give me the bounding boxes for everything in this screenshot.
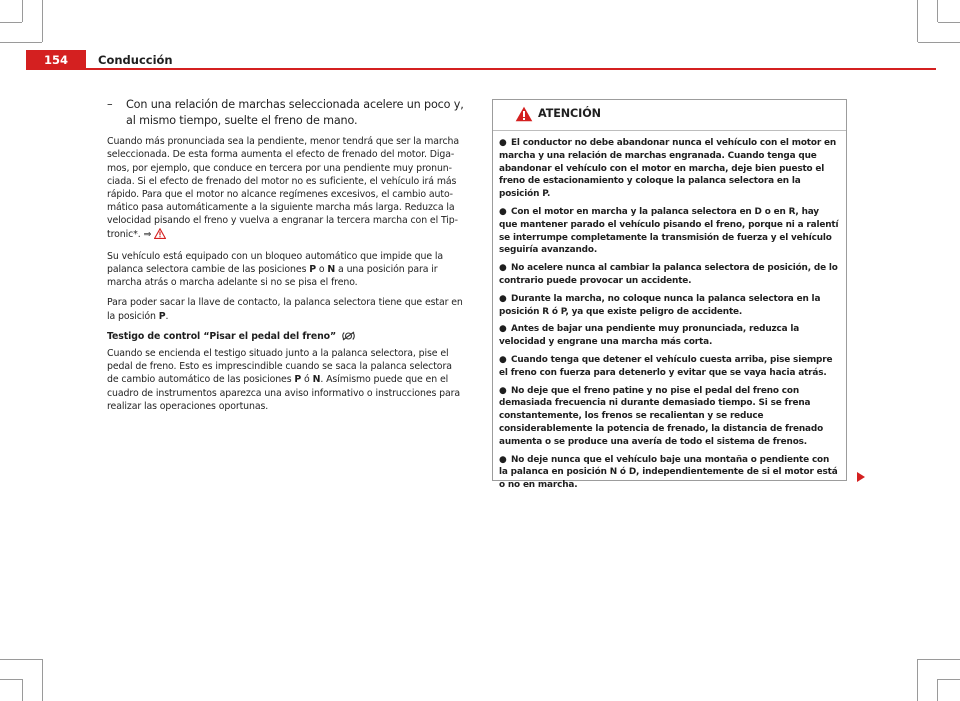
- warning-header: [493, 100, 846, 131]
- warning-item-text: Durante la marcha, no coloque nunca la palanca selectora en la posición R ó P, ya que existe peligro de accidente.: [499, 293, 821, 317]
- paragraph-text: ó: [301, 374, 313, 386]
- warning-item-text: Antes de bajar una pendiente muy pronunciada, reduzca la velocidad y engrane una marcha más corta.: [499, 324, 800, 348]
- header-rule: [26, 68, 936, 70]
- crop-mark: [918, 659, 960, 660]
- warning-triangle-icon: [515, 106, 533, 122]
- page-number: 154: [26, 50, 86, 70]
- paragraph-text: Cuando más pronunciada sea la pendiente, menor tendrá que ser la marcha seleccionada. De esta forma aumenta el efecto de frenado del motor. Digamos, por ejemplo, que conduce en tercera por una pendiente muy pronunciada. Si el efecto de frenado del motor no es suficiente, el vehículo irá más rápido. Para que el motor no alcance regímenes excesivos, el cambio automático pasa automáticamente a la siguiente marcha más larga. Reduzca la velocidad pisando el freno y vuelva a engranar la tercera marcha con el Tiptronic*.: [107, 136, 460, 240]
- subheading-text: Testigo de control “Pisar el pedal del freno”: [107, 330, 337, 342]
- bullet-icon: ●: [499, 385, 507, 396]
- paragraph: [107, 250, 464, 290]
- crop-mark: [937, 0, 938, 22]
- warning-item: [499, 137, 840, 201]
- gear-position-n: N: [312, 374, 321, 386]
- warning-item-text: No acelere nunca al cambiar la palanca selectora de posición, de lo contrario puede provocar un accidente.: [499, 263, 838, 286]
- warning-item: [499, 262, 840, 288]
- warning-title: ATENCIÓN: [538, 107, 601, 120]
- bullet-icon: ●: [499, 454, 507, 465]
- crop-mark: [938, 22, 960, 23]
- warning-item: [499, 206, 840, 257]
- paragraph-text: Para poder sacar la llave de contacto, la palanca selectora tiene que estar en la posición: [107, 297, 463, 322]
- gear-position-p: P: [309, 264, 317, 276]
- crop-mark: [0, 22, 22, 23]
- gear-position-p: P: [294, 374, 302, 386]
- paragraph-text: o: [316, 264, 328, 276]
- left-column: [107, 97, 464, 420]
- crop-mark: [0, 679, 22, 680]
- crop-mark: [938, 679, 960, 680]
- crop-mark: [918, 42, 960, 43]
- bullet-icon: ●: [499, 354, 507, 365]
- warning-item: [499, 293, 840, 319]
- step-text: Con una relación de marchas seleccionada acelere un poco y, al mismo tiempo, suelte el freno de mano.: [126, 98, 464, 127]
- bullet-icon: ●: [499, 324, 507, 335]
- warning-box: [492, 99, 847, 491]
- crop-mark: [917, 0, 918, 42]
- paragraph-text: . Asímismo puede que en el cuadro de instrumentos aparezca una aviso informativo o instrucciones para realizar las operaciones oportunas.: [107, 374, 461, 412]
- paragraph-text: .: [165, 310, 169, 322]
- bullet-icon: ●: [499, 263, 507, 274]
- gear-position-n: N: [327, 264, 336, 276]
- warning-item-text: No deje que el freno patine y no pise el pedal del freno con demasiada frecuencia ni durante demasiado tiempo. Si se frena constantemente, los frenos se recalientan y se reduce considerablemente la potencia de frenado, la distancia de frenado aumenta o se produce una avería de todo el sistema de frenos.: [499, 385, 824, 447]
- paragraph-text: Su vehículo está equipado con un bloqueo automático que impide que la palanca selectora cambie de las posiciones: [107, 250, 444, 276]
- paragraph: [107, 135, 464, 243]
- paragraph: [107, 347, 464, 413]
- bullet-icon: ●: [499, 206, 507, 217]
- warning-item-text: Con el motor en marcha y la palanca selectora en D o en R, hay que mantener parado el vehículo pisando el freno, porque ni a ralentí se interrumpe completamente la transmisión de fuerza y el vehículo seguiría avanzando.: [499, 206, 839, 256]
- step-dash: –: [107, 98, 113, 111]
- crop-mark: [22, 0, 23, 22]
- crop-mark: [0, 659, 42, 660]
- warning-item: [499, 385, 840, 449]
- brake-pedal-icon: [342, 331, 355, 345]
- cross-reference[interactable]: ⇒: [143, 228, 152, 240]
- step-item: [107, 97, 464, 128]
- section-title: Conducción: [98, 53, 173, 67]
- continue-arrow-icon[interactable]: [857, 467, 865, 486]
- warning-item: [499, 354, 840, 380]
- warning-item: [499, 323, 840, 349]
- warning-item: [499, 454, 840, 492]
- crop-mark: [42, 659, 43, 701]
- warning-item-text: No deje nunca que el vehículo baje una montaña o pendiente con la palanca en posición N ó D, independientemente de si el motor está o no en marcha.: [499, 454, 838, 491]
- warning-list: [493, 131, 846, 492]
- crop-mark: [22, 679, 23, 701]
- bullet-icon: ●: [499, 138, 507, 148]
- crop-mark: [0, 42, 42, 43]
- subheading: [107, 330, 464, 345]
- crop-mark: [937, 679, 938, 701]
- paragraph-text: a una posición para ir marcha atrás o marcha adelante si no se pisa el freno.: [107, 264, 438, 289]
- warning-triangle-icon[interactable]: [154, 228, 166, 243]
- gear-position-p: P: [158, 310, 166, 322]
- paragraph: [107, 296, 464, 322]
- crop-mark: [42, 0, 43, 42]
- warning-item-text: El conductor no debe abandonar nunca el vehículo con el motor en marcha y una relación de marchas engranada. Cuando tenga que abandonar el vehículo con el motor en marcha, deje bien puesto el freno de estacionamiento y coloque la palanca selectora en la posición P.: [499, 138, 837, 200]
- crop-mark: [917, 659, 918, 701]
- bullet-icon: ●: [499, 293, 507, 304]
- paragraph-text: Cuando se encienda el testigo situado junto a la palanca selectora, pise el pedal de freno. Esto es imprescindible cuando se saca la palanca selectora de cambio automático de las posiciones: [107, 348, 452, 386]
- warning-item-text: Cuando tenga que detener el vehículo cuesta arriba, pise siempre el freno con fuerza para detenerlo y evitar que se vaya hacia atrás.: [499, 354, 833, 378]
